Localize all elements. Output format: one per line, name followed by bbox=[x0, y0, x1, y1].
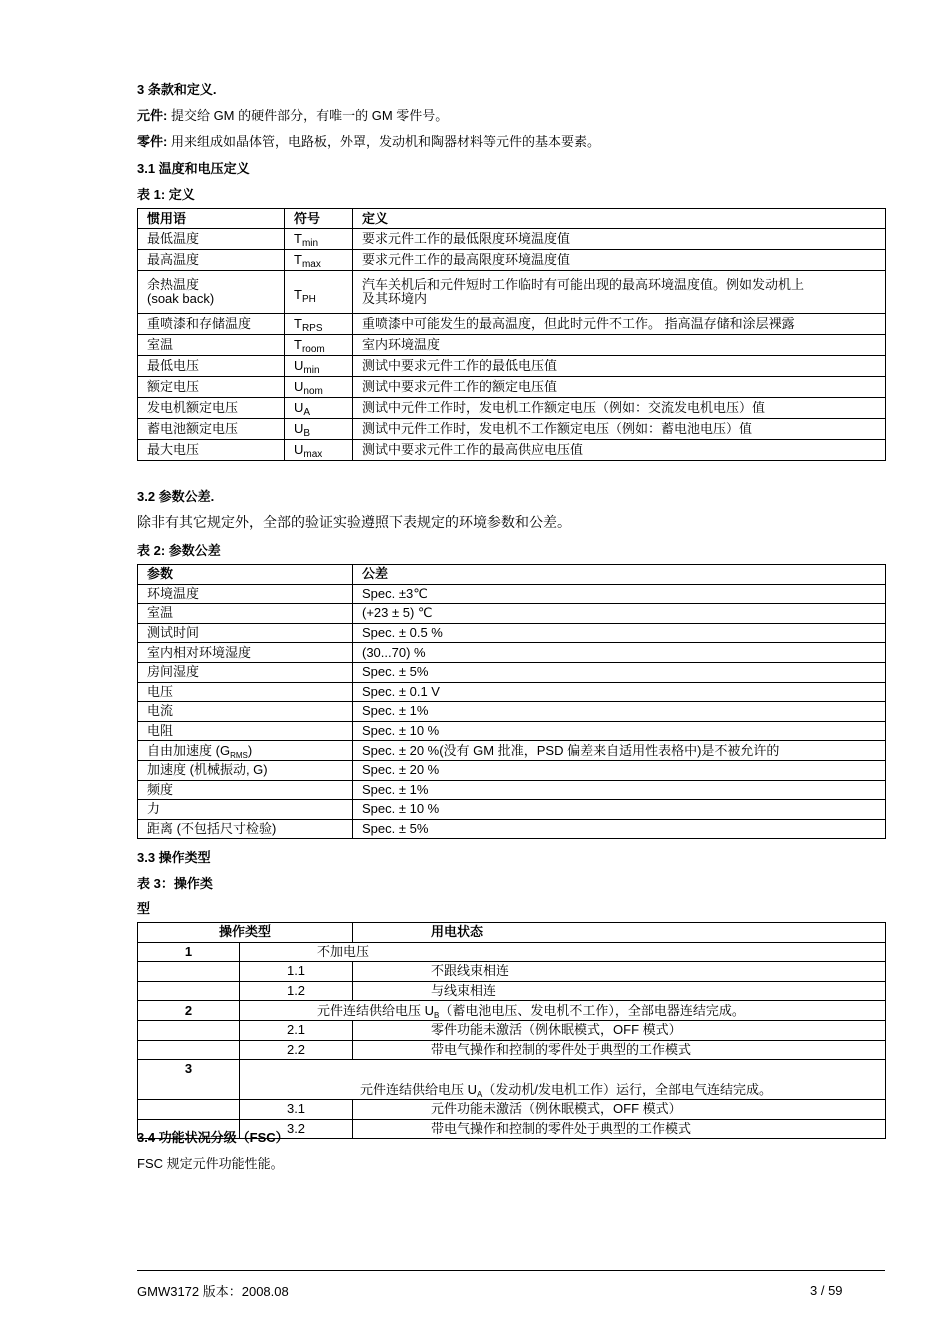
table-row bbox=[138, 721, 886, 741]
footer-document-version: GMW3172 版本：2008.08 bbox=[137, 1284, 289, 1299]
tolerance-cell: Spec. ± 10 % bbox=[353, 721, 886, 741]
table-row bbox=[138, 800, 886, 820]
tolerance-cell: Spec. ± 20 %(没有 GM 批准，PSD 偏差来自适用性表格中)是不被允许的 bbox=[353, 741, 886, 761]
tolerance-cell: (+23 ± 5) ℃ bbox=[353, 604, 886, 624]
header-symbol: 符号 bbox=[285, 209, 353, 229]
table-row bbox=[138, 981, 886, 1001]
table-row bbox=[138, 1020, 886, 1040]
table-row bbox=[138, 662, 886, 682]
table-row bbox=[138, 584, 886, 604]
term-cell: 发电机额定电压 bbox=[138, 398, 285, 419]
parameter-cell: 距离 (不包括尺寸检验) bbox=[138, 819, 353, 839]
parameter-cell: 室温 bbox=[138, 604, 353, 624]
operation-state: 不跟线束相连 bbox=[353, 962, 886, 982]
table-row bbox=[138, 1060, 886, 1100]
operation-subnumber: 1.1 bbox=[240, 962, 353, 982]
operation-state: 零件功能未激活（例休眠模式，OFF 模式） bbox=[353, 1020, 886, 1040]
symbol-cell: $T_{max}$ bbox=[285, 250, 353, 271]
tolerance-cell: Spec. ± 1% bbox=[353, 780, 886, 800]
table-row bbox=[138, 377, 886, 398]
operation-subnumber: 3.2 bbox=[240, 1119, 353, 1139]
table-row bbox=[138, 398, 886, 419]
operation-state: 带电气操作和控制的零件处于典型的工作模式 bbox=[353, 1119, 886, 1139]
symbol-cell: $T_{min}$ bbox=[285, 229, 353, 250]
parameter-cell: 电流 bbox=[138, 702, 353, 722]
definition-cell: 室内环境温度 bbox=[353, 335, 886, 356]
tolerance-cell: Spec. ± 10 % bbox=[353, 800, 886, 820]
operation-subnumber: 2.2 bbox=[240, 1040, 353, 1060]
definition-cell: 汽车关机后和元件短时工作临时有可能出现的最高环境温度值。例如发动机上 及其环境内 bbox=[353, 271, 886, 314]
symbol-cell: $T_{room}$ bbox=[285, 335, 353, 356]
tolerance-cell: Spec. ± 5% bbox=[353, 662, 886, 682]
symbol-cell: $T_{PH}$ bbox=[285, 271, 353, 314]
definition-part bbox=[137, 131, 600, 150]
definition-cell: 测试中要求元件工作的最高供应电压值 bbox=[353, 440, 886, 461]
section-3-4-text: FSC 规定元件功能性能。 bbox=[137, 1156, 284, 1171]
symbol-cell: $U_{min}$ bbox=[285, 356, 353, 377]
table-row bbox=[138, 962, 886, 982]
symbol-cell: $U_B$ bbox=[285, 419, 353, 440]
definition-cell: 测试中要求元件工作的额定电压值 bbox=[353, 377, 886, 398]
tolerance-cell: Spec. ± 20 % bbox=[353, 760, 886, 780]
term-part: 零件: bbox=[137, 134, 168, 149]
table-row bbox=[138, 682, 886, 702]
symbol-cell: $U_{nom}$ bbox=[285, 377, 353, 398]
footer-page-number: 3 / 59 bbox=[810, 1283, 843, 1298]
term-cell: 最高温度 bbox=[138, 250, 285, 271]
tolerance-cell: (30...70) % bbox=[353, 643, 886, 663]
parameter-cell: 测试时间 bbox=[138, 623, 353, 643]
table-row bbox=[138, 1001, 886, 1021]
header-tolerance: 公差 bbox=[353, 565, 886, 585]
empty-cell bbox=[138, 981, 240, 1001]
table-row bbox=[138, 229, 886, 250]
table-header-row bbox=[138, 923, 886, 943]
header-parameter: 参数 bbox=[138, 565, 353, 585]
tolerance-cell: Spec. ± 0.5 % bbox=[353, 623, 886, 643]
definition-component bbox=[137, 105, 448, 124]
section-3-3-heading: 3.3 操作类型 bbox=[137, 850, 211, 865]
parameter-cell: 力 bbox=[138, 800, 353, 820]
symbol-cell: $U_{max}$ bbox=[285, 440, 353, 461]
definition-cell: 重喷漆中可能发生的最高温度，但此时元件不工作。 指高温存储和涂层裸露 bbox=[353, 314, 886, 335]
table-row bbox=[138, 643, 886, 663]
table-row bbox=[138, 271, 886, 314]
operation-number: 1 bbox=[138, 942, 240, 962]
term-cell: 余热温度 (soak back) bbox=[138, 271, 285, 314]
parameter-cell: 加速度 (机械振动, G) bbox=[138, 760, 353, 780]
definition-cell: 测试中要求元件工作的最低电压值 bbox=[353, 356, 886, 377]
header-power-state: 用电状态 bbox=[353, 923, 886, 943]
header-operation-type: 操作类型 bbox=[138, 923, 353, 943]
table-row bbox=[138, 1100, 886, 1120]
definition-component-text: 提交给 GM 的硬件部分，有唯一的 GM 零件号。 bbox=[167, 108, 449, 123]
tolerance-cell: Spec. ± 5% bbox=[353, 819, 886, 839]
table-row bbox=[138, 760, 886, 780]
parameter-cell: 室内相对环境湿度 bbox=[138, 643, 353, 663]
term-component: 元件: bbox=[137, 108, 168, 123]
operation-type-table bbox=[137, 922, 886, 1139]
header-definition: 定义 bbox=[353, 209, 886, 229]
parameter-cell: 房间湿度 bbox=[138, 662, 353, 682]
term-cell: 额定电压 bbox=[138, 377, 285, 398]
table-row bbox=[138, 250, 886, 271]
symbol-cell: $U_A$ bbox=[285, 398, 353, 419]
definition-cell: 测试中元件工作时，发电机不工作额定电压（例如：蓄电池电压）值 bbox=[353, 419, 886, 440]
table-3-caption-line1: 表 3：操作类 bbox=[137, 876, 213, 891]
table-row bbox=[138, 942, 886, 962]
section-3-2-intro: 除非有其它规定外，全部的验证实验遵照下表规定的环境参数和公差。 bbox=[137, 514, 571, 530]
operation-number: 2 bbox=[138, 1001, 240, 1021]
table-3-caption-line2: 型 bbox=[137, 901, 151, 916]
table-2-caption: 表 2: 参数公差 bbox=[137, 543, 221, 558]
empty-cell bbox=[138, 1100, 240, 1120]
term-cell: 最低电压 bbox=[138, 356, 285, 377]
empty-cell bbox=[138, 1020, 240, 1040]
operation-state: 不加电压 bbox=[240, 942, 886, 962]
table-header-row bbox=[138, 565, 886, 585]
header-term: 惯用语 bbox=[138, 209, 285, 229]
definition-cell: 要求元件工作的最高限度环境温度值 bbox=[353, 250, 886, 271]
table-row bbox=[138, 819, 886, 839]
tolerance-cell: Spec. ± 1% bbox=[353, 702, 886, 722]
definition-cell: 测试中元件工作时，发电机工作额定电压（例如：交流发电机电压）值 bbox=[353, 398, 886, 419]
term-cell: 蓄电池额定电压 bbox=[138, 419, 285, 440]
section-3-4-heading: 3.4 功能状况分级（FSC） bbox=[137, 1130, 289, 1145]
term-cell: 最大电压 bbox=[138, 440, 285, 461]
symbol-cell: $T_{RPS}$ bbox=[285, 314, 353, 335]
tolerance-table bbox=[137, 564, 886, 839]
operation-state: 元件连结供给电压 $U_B$（蓄电池电压、发电机不工作），全部电器连结完成。 bbox=[240, 1001, 886, 1021]
section-3-heading: 3 条款和定义. bbox=[137, 82, 217, 97]
parameter-cell: 频度 bbox=[138, 780, 353, 800]
table-row bbox=[138, 741, 886, 761]
parameter-cell: 电阻 bbox=[138, 721, 353, 741]
table-1-caption: 表 1: 定义 bbox=[137, 187, 195, 202]
operation-state: 元件连结供给电压 $U_A$（发动机/发电机工作）运行，全部电气连结完成。 bbox=[240, 1060, 886, 1100]
term-cell: 最低温度 bbox=[138, 229, 285, 250]
operation-state: 带电气操作和控制的零件处于典型的工作模式 bbox=[353, 1040, 886, 1060]
operation-subnumber: 3.1 bbox=[240, 1100, 353, 1120]
parameter-cell: 环境温度 bbox=[138, 584, 353, 604]
term-cell: 室温 bbox=[138, 335, 285, 356]
footer-divider bbox=[137, 1270, 885, 1271]
section-3-2-heading: 3.2 参数公差. bbox=[137, 489, 215, 504]
table-row bbox=[138, 702, 886, 722]
table-row bbox=[138, 780, 886, 800]
parameter-cell: 电压 bbox=[138, 682, 353, 702]
tolerance-cell: Spec. ± 0.1 V bbox=[353, 682, 886, 702]
definitions-table bbox=[137, 208, 886, 461]
table-row bbox=[138, 1040, 886, 1060]
table-header-row bbox=[138, 209, 886, 229]
table-row bbox=[138, 356, 886, 377]
definition-part-text: 用来组成如晶体管，电路板，外罩，发动机和陶器材料等元件的基本要素。 bbox=[167, 134, 600, 149]
operation-state: 与线束相连 bbox=[353, 981, 886, 1001]
empty-cell bbox=[138, 962, 240, 982]
empty-cell bbox=[138, 1040, 240, 1060]
table-row bbox=[138, 440, 886, 461]
definition-cell: 要求元件工作的最低限度环境温度值 bbox=[353, 229, 886, 250]
operation-subnumber: 2.1 bbox=[240, 1020, 353, 1040]
operation-state: 元件功能未激活（例休眠模式，OFF 模式） bbox=[353, 1100, 886, 1120]
parameter-cell: 自由加速度 $(G_{RMS})$ bbox=[138, 741, 353, 761]
table-row bbox=[138, 623, 886, 643]
term-cell: 重喷漆和存储温度 bbox=[138, 314, 285, 335]
table-row bbox=[138, 419, 886, 440]
tolerance-cell: Spec. ±3℃ bbox=[353, 584, 886, 604]
table-row bbox=[138, 335, 886, 356]
section-3-1-heading: 3.1 温度和电压定义 bbox=[137, 161, 250, 176]
operation-subnumber: 1.2 bbox=[240, 981, 353, 1001]
table-row bbox=[138, 604, 886, 624]
operation-number: 3 bbox=[138, 1060, 240, 1100]
table-row bbox=[138, 314, 886, 335]
